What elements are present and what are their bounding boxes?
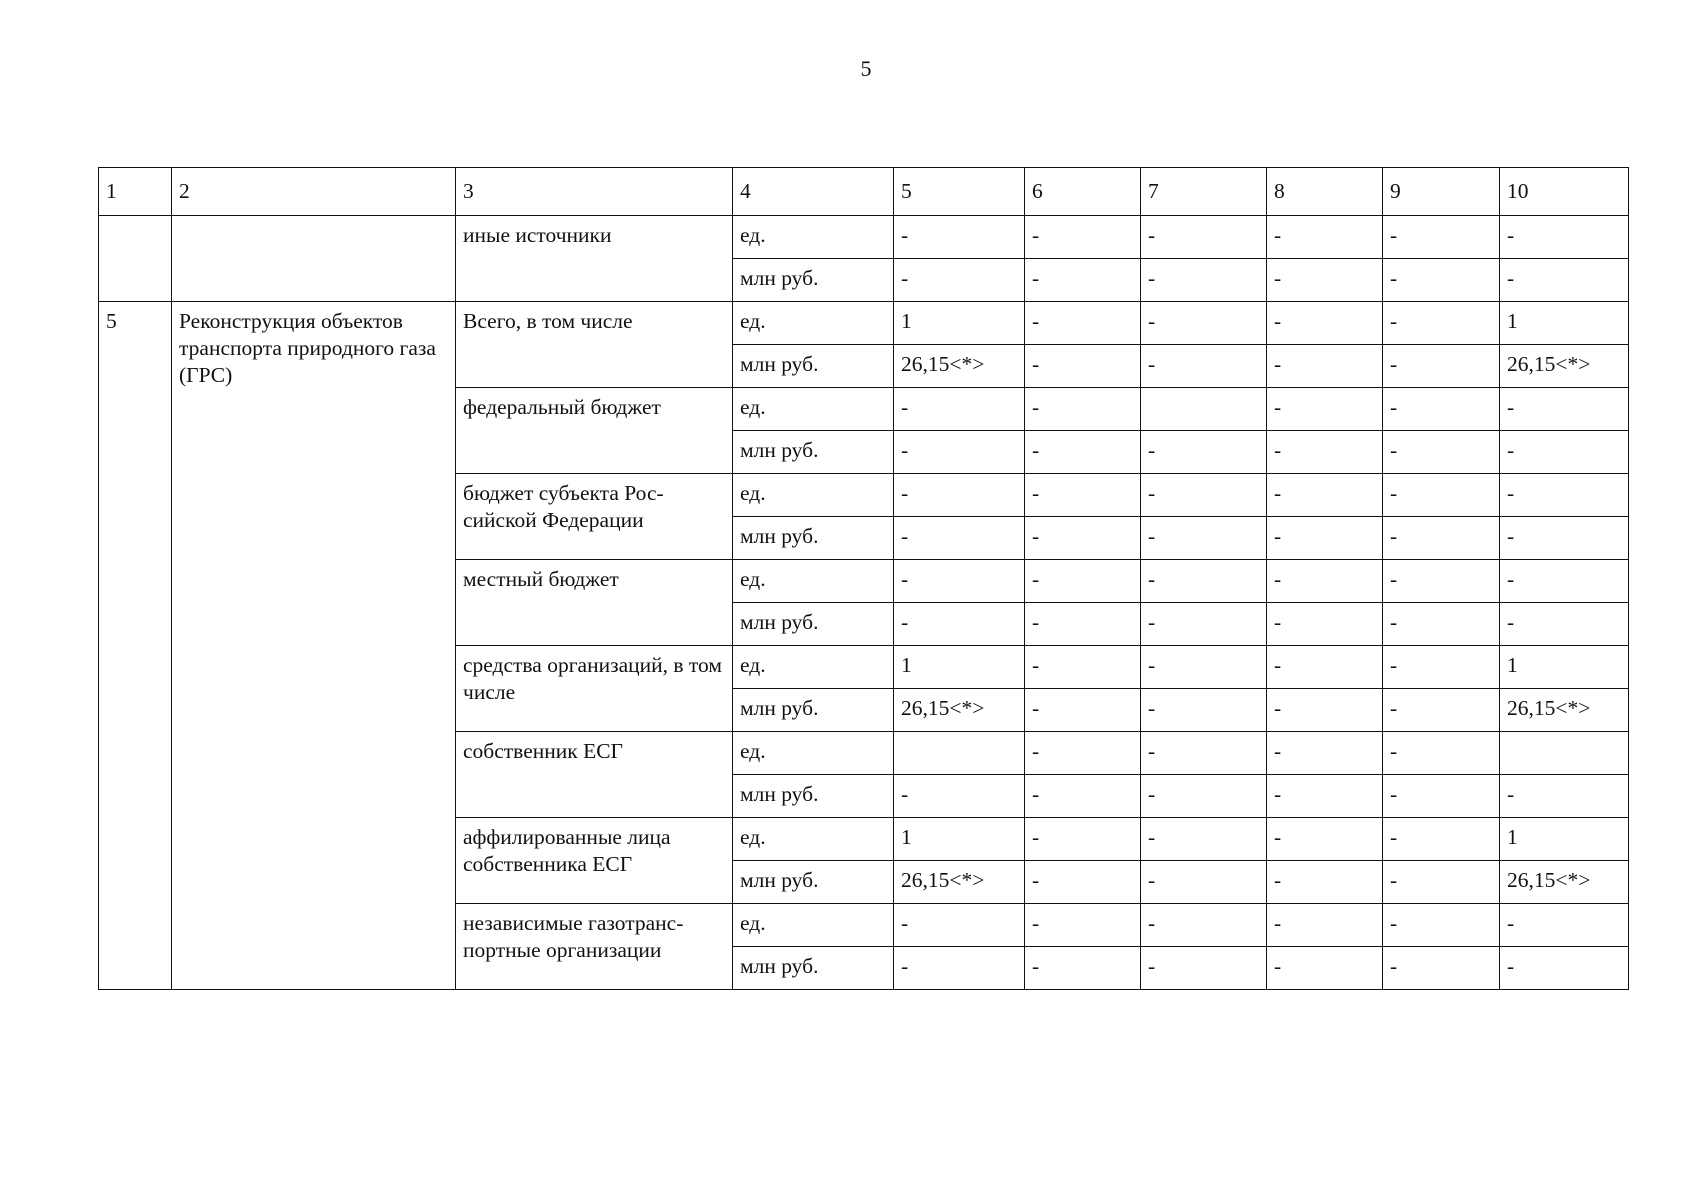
value-cell: - (1141, 646, 1267, 689)
value-cell: - (894, 216, 1025, 259)
value-cell: - (1500, 517, 1629, 560)
value-cell: - (1383, 517, 1500, 560)
funding-source-cell: Всего, в том числе (456, 302, 733, 388)
unit-cell: млн руб. (733, 603, 894, 646)
value-cell: - (1025, 646, 1141, 689)
value-cell: - (1383, 603, 1500, 646)
value-cell: - (894, 388, 1025, 431)
value-cell: - (1025, 818, 1141, 861)
value-cell: - (1500, 560, 1629, 603)
value-cell (1500, 732, 1629, 775)
value-cell: - (1383, 861, 1500, 904)
value-cell: - (894, 517, 1025, 560)
value-cell: - (894, 775, 1025, 818)
value-cell: 26,15<*> (1500, 689, 1629, 732)
value-cell: - (1383, 689, 1500, 732)
value-cell: - (1141, 560, 1267, 603)
value-cell: - (1383, 646, 1500, 689)
unit-cell: млн руб. (733, 345, 894, 388)
value-cell: - (1267, 818, 1383, 861)
value-cell: - (1025, 947, 1141, 990)
unit-cell: млн руб. (733, 517, 894, 560)
value-cell: - (1500, 904, 1629, 947)
value-cell: - (1267, 345, 1383, 388)
value-cell: - (1141, 775, 1267, 818)
unit-cell: ед. (733, 646, 894, 689)
funding-source-cell: бюджет субъекта Рос-сийской Федерации (456, 474, 733, 560)
value-cell: 26,15<*> (894, 689, 1025, 732)
value-cell: - (1500, 431, 1629, 474)
value-cell: - (1141, 474, 1267, 517)
unit-cell: ед. (733, 904, 894, 947)
value-cell: - (1383, 818, 1500, 861)
value-cell: - (894, 431, 1025, 474)
page-number: 5 (860, 56, 872, 81)
program-table (98, 167, 1629, 990)
table-body (99, 168, 1629, 990)
funding-source-cell: собственник ЕСГ (456, 732, 733, 818)
value-cell: - (1267, 517, 1383, 560)
item-name-cell: Реконструкция объектов транспорта природного газа (ГРС) (172, 302, 456, 990)
value-cell: - (1141, 431, 1267, 474)
value-cell: - (1267, 732, 1383, 775)
value-cell: 1 (1500, 818, 1629, 861)
value-cell: - (1025, 474, 1141, 517)
funding-source-cell: местный бюджет (456, 560, 733, 646)
value-cell: - (1383, 388, 1500, 431)
value-cell: - (1267, 259, 1383, 302)
value-cell: 26,15<*> (894, 345, 1025, 388)
value-cell: - (1500, 947, 1629, 990)
header-cell: 5 (894, 168, 1025, 216)
item-number-cell (99, 216, 172, 302)
value-cell: - (1267, 904, 1383, 947)
value-cell (1141, 388, 1267, 431)
header-cell: 8 (1267, 168, 1383, 216)
header-cell: 9 (1383, 168, 1500, 216)
value-cell: - (1141, 732, 1267, 775)
item-name-cell (172, 216, 456, 302)
value-cell: - (1025, 216, 1141, 259)
value-cell: - (1267, 388, 1383, 431)
unit-cell: млн руб. (733, 775, 894, 818)
value-cell (894, 732, 1025, 775)
value-cell: - (1267, 775, 1383, 818)
value-cell: - (1025, 388, 1141, 431)
value-cell: - (1025, 603, 1141, 646)
value-cell: - (1141, 818, 1267, 861)
header-cell: 7 (1141, 168, 1267, 216)
value-cell: - (1025, 732, 1141, 775)
funding-source-cell: аффилированные лица собственника ЕСГ (456, 818, 733, 904)
value-cell: 1 (894, 646, 1025, 689)
value-cell: - (1141, 861, 1267, 904)
unit-cell: ед. (733, 388, 894, 431)
value-cell: - (1141, 904, 1267, 947)
value-cell: - (1500, 603, 1629, 646)
unit-cell: млн руб. (733, 431, 894, 474)
unit-cell: ед. (733, 732, 894, 775)
header-cell: 6 (1025, 168, 1141, 216)
header-cell: 2 (172, 168, 456, 216)
value-cell: - (1267, 947, 1383, 990)
unit-cell: млн руб. (733, 947, 894, 990)
value-cell: - (1383, 216, 1500, 259)
value-cell: - (1383, 345, 1500, 388)
value-cell: - (1383, 560, 1500, 603)
value-cell: - (1267, 431, 1383, 474)
value-cell: - (894, 603, 1025, 646)
value-cell: - (1500, 216, 1629, 259)
value-cell: - (1025, 560, 1141, 603)
value-cell: - (1025, 302, 1141, 345)
value-cell: - (1383, 431, 1500, 474)
funding-source-cell: независимые газотранс-портные организации (456, 904, 733, 990)
value-cell: - (1383, 775, 1500, 818)
value-cell: - (1267, 474, 1383, 517)
value-cell: - (1267, 603, 1383, 646)
value-cell: - (1141, 947, 1267, 990)
funding-source-cell: федеральный бюджет (456, 388, 733, 474)
unit-cell: млн руб. (733, 689, 894, 732)
header-row (99, 168, 1629, 216)
unit-cell: ед. (733, 302, 894, 345)
header-cell: 1 (99, 168, 172, 216)
value-cell: - (894, 474, 1025, 517)
value-cell: - (1383, 947, 1500, 990)
value-cell: - (1500, 388, 1629, 431)
header-cell: 4 (733, 168, 894, 216)
value-cell: - (894, 560, 1025, 603)
value-cell: - (1025, 345, 1141, 388)
value-cell: - (1141, 345, 1267, 388)
unit-cell: ед. (733, 818, 894, 861)
value-cell: - (1141, 216, 1267, 259)
value-cell: - (1141, 259, 1267, 302)
value-cell: - (1025, 861, 1141, 904)
header-cell: 3 (456, 168, 733, 216)
value-cell: - (1025, 431, 1141, 474)
item-number-cell: 5 (99, 302, 172, 990)
value-cell: - (1267, 560, 1383, 603)
value-cell: 1 (1500, 646, 1629, 689)
value-cell: - (1267, 216, 1383, 259)
value-cell: - (1141, 302, 1267, 345)
value-cell: 1 (894, 302, 1025, 345)
value-cell: - (1025, 904, 1141, 947)
value-cell: 26,15<*> (1500, 345, 1629, 388)
unit-cell: млн руб. (733, 259, 894, 302)
value-cell: - (1267, 861, 1383, 904)
value-cell: - (1141, 689, 1267, 732)
value-cell: - (894, 259, 1025, 302)
table-row (99, 302, 1629, 345)
value-cell: - (1025, 775, 1141, 818)
value-cell: - (1267, 689, 1383, 732)
value-cell: - (1383, 259, 1500, 302)
value-cell: - (1267, 302, 1383, 345)
header-cell: 10 (1500, 168, 1629, 216)
value-cell: - (894, 947, 1025, 990)
unit-cell: млн руб. (733, 861, 894, 904)
unit-cell: ед. (733, 474, 894, 517)
value-cell: - (1383, 302, 1500, 345)
table-row (99, 216, 1629, 259)
value-cell: - (1025, 259, 1141, 302)
value-cell: - (1383, 474, 1500, 517)
value-cell: 26,15<*> (1500, 861, 1629, 904)
value-cell: 1 (1500, 302, 1629, 345)
value-cell: - (1141, 517, 1267, 560)
value-cell: - (1025, 689, 1141, 732)
value-cell: - (1267, 646, 1383, 689)
funding-source-cell: средства организаций, в том числе (456, 646, 733, 732)
value-cell: - (1500, 259, 1629, 302)
value-cell: - (1383, 904, 1500, 947)
value-cell: - (894, 904, 1025, 947)
value-cell: - (1500, 474, 1629, 517)
value-cell: - (1141, 603, 1267, 646)
value-cell: - (1500, 775, 1629, 818)
value-cell: - (1025, 517, 1141, 560)
unit-cell: ед. (733, 560, 894, 603)
funding-source-cell: иные источники (456, 216, 733, 302)
value-cell: 26,15<*> (894, 861, 1025, 904)
value-cell: 1 (894, 818, 1025, 861)
unit-cell: ед. (733, 216, 894, 259)
value-cell: - (1383, 732, 1500, 775)
